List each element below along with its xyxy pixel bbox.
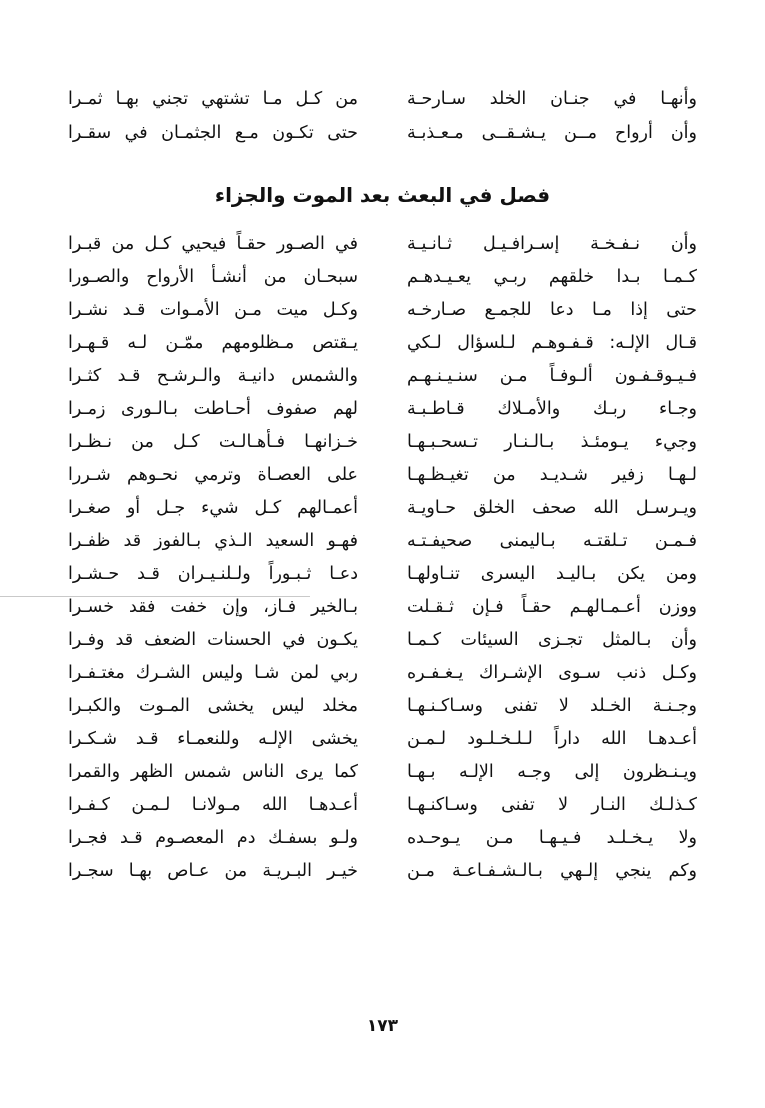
second-hemistich: خيـر البـريـة من عـاص بهـا سجـرا [68,861,358,881]
second-hemistich: والشمس دانيـة والـرشـح قـد كثـرا [68,366,358,386]
verse-line [0,261,765,294]
verse-line [0,789,765,822]
first-hemistich: وأن أرواح مــن يـشـقــى مـعـذبـة [407,123,697,143]
second-hemistich: يـقتص مـظلومهم ممّـن لـه قـهـرا [68,333,358,353]
verse-line [0,426,765,459]
second-hemistich: بـالخير فـاز، وإن خفت فقد خسـرا [68,597,358,617]
first-hemistich: ومن يكن بـاليـد اليسرى تنـاولهـا [407,564,697,584]
second-hemistich: أعمـالهم كـل شيء جـل أو صغـرا [68,498,358,518]
first-hemistich: حتى إذا مـا دعا للجمـع صـارخـه [407,300,697,320]
second-hemistich: في الصـور حقـاً فيحيي كـل من قبـرا [68,234,358,254]
first-hemistich: كـمـا بـدا خلقهم ربـي يعـيـدهـم [407,267,697,287]
second-hemistich: يكـون في الحسنات الضعف قد وفـرا [68,630,358,650]
second-hemistich: ربي لمن شـا وليس الشـرك مغتـفـرا [68,663,358,683]
second-hemistich: سبحـان من أنشـأ الأرواح والصـورا [68,267,358,287]
first-hemistich: ولا يـخـلـد فـيـهـا مـن يـوحـده [407,828,697,848]
second-hemistich: لهم صفوف أحـاطت بـالـورى زمـرا [68,399,358,419]
second-hemistich: فهـو السعيد الـذي بـالفوز قد ظفـرا [68,531,358,551]
verse-line [0,624,765,657]
first-hemistich: فـمـن تـلقتـه بـاليمنى صحيفـتـه [407,531,697,551]
verse-line [0,558,765,591]
first-hemistich: ويـرسـل الله صحف الخلق حـاويـة [407,498,697,518]
verse-line [0,83,765,116]
verse-line [0,117,765,150]
second-hemistich: كما يرى الناس شمس الظهر والقمرا [68,762,358,782]
verse-line [0,492,765,525]
verse-line [0,690,765,723]
verse-line [0,228,765,261]
verse-line [0,723,765,756]
first-hemistich: وكم ينجي إلـهي بـالـشـفـاعـة مـن [407,861,697,881]
verse-line [0,855,765,888]
verse-line [0,294,765,327]
verse-line [0,756,765,789]
verse-line [0,657,765,690]
section-title: فصل في البعث بعد الموت والجزاء [214,183,551,207]
verse-line [0,459,765,492]
first-hemistich: لـهـا زفير شـديـد من تغيـظـهـا [407,465,697,485]
verse-line [0,525,765,558]
second-hemistich: على العصـاة وترمي نحـوهم شـررا [68,465,358,485]
verse-line [0,393,765,426]
first-hemistich: وأنهـا في جنـان الخلد سـارحـة [407,89,697,109]
first-hemistich: وكـل ذنب سـوى الإشـراك يـغـفـره [407,663,697,683]
second-hemistich: ولـو بسفـك دم المعصـوم قـد فجـرا [68,828,358,848]
second-hemistich: وكـل ميت مـن الأمـوات قـد نشـرا [68,300,358,320]
second-hemistich: يخشى الإلـه وللنعمـاء قـد شـكـرا [68,729,358,749]
first-hemistich: ووزن أعـمـالهـم حقـاً فـإن ثـقـلت [407,597,697,617]
first-hemistich: أعـدهـا الله داراً لـلـخـلـود لـمـن [407,729,697,749]
verse-line [0,360,765,393]
first-hemistich: ويـنـظرون إلى وجـه الإلـه بـهـا [407,762,697,782]
first-hemistich: وأن نـفـخـة إسـرافـيـل ثـانـيـة [407,234,697,254]
verse-line [0,327,765,360]
second-hemistich: دعـا ثـبـوراً ولـلنـيـران قـد حـشـرا [68,564,358,584]
first-hemistich: وجـاء ربـك والأمـلاك قـاطـبـة [407,399,697,419]
first-hemistich: وأن بـالمثل تجـزى السيئات كـمـا [407,630,697,650]
second-hemistich: حتى تكـون مـع الجثمـان في سقـرا [68,123,358,143]
second-hemistich: من كـل مـا تشتهي تجني بهـا ثمـرا [68,89,358,109]
second-hemistich: مخلد ليس يخشى المـوت والكبـرا [68,696,358,716]
scan-artifact-line [0,596,310,597]
first-hemistich: قـال الإلـه: قـفـوهـم لـلسؤال لـكي [407,333,697,353]
first-hemistich: وجـنـة الخـلد لا تفنى وسـاكـنـهـا [407,696,697,716]
page-number: ١٧٣ [366,1016,399,1036]
first-hemistich: وجيء يـومئـذ بـالـنـار تـسحـبـهـا [407,432,697,452]
verse-line [0,822,765,855]
second-hemistich: خـزانهـا فـأهـالـت كـل من نـظـرا [68,432,358,452]
first-hemistich: فـيـوقـفـون ألـوفـاً مـن سنـيـنـهـم [407,366,697,386]
first-hemistich: كـذلـك النـار لا تفنى وسـاكنـهـا [407,795,697,815]
second-hemistich: أعـدهـا الله مـولانـا لـمـن كـفـرا [68,795,358,815]
